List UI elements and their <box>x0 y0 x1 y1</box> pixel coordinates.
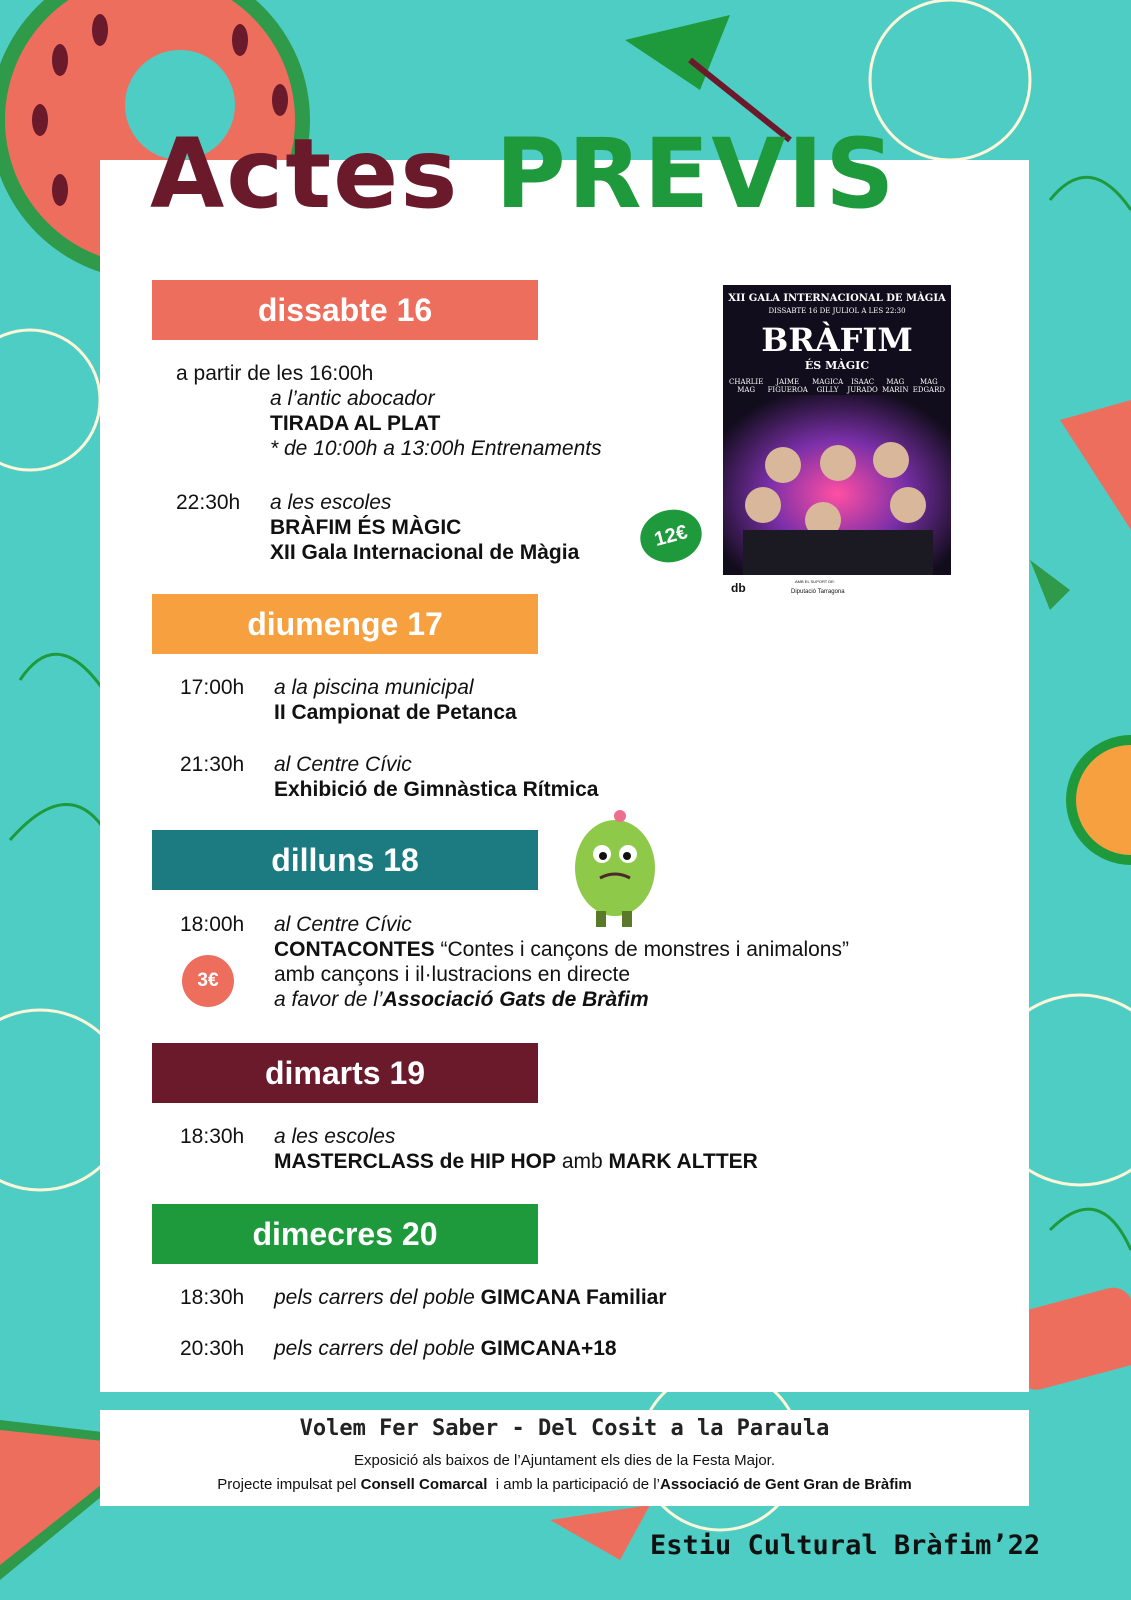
event-place: a les escoles <box>274 1125 396 1148</box>
event-name-connector: amb <box>555 1150 609 1173</box>
footer-line-1: Exposició als baixos de l’Ajuntament els dies de la Festa Major. <box>353 1452 776 1469</box>
day-band-diumenge <box>152 594 538 654</box>
poster-diputacio-logo: Diputació Tarragona <box>791 589 845 595</box>
price-badge-12: 12€ <box>634 503 707 569</box>
cocktail-umbrella-bottom-icon <box>550 1505 650 1560</box>
footer-line-2-pre: Projecte impulsat pel <box>217 1476 361 1493</box>
performer: JAIME FIGUEROA <box>767 378 808 394</box>
poster-performers <box>729 378 945 394</box>
day-band-dissabte <box>152 280 538 340</box>
event-tirada-al-plat <box>176 361 602 460</box>
performer: MAGICA GILLY <box>812 378 844 394</box>
event-place: pels carrers del poble <box>274 1286 475 1309</box>
event-place: a l’antic abocador <box>270 387 435 410</box>
poster-subtitle: ÉS MÀGIC <box>804 359 870 372</box>
day-label: dilluns 18 <box>271 841 419 878</box>
day-band-dilluns <box>152 830 538 890</box>
poster-heading: XII GALA INTERNACIONAL DE MÀGIA <box>728 293 946 304</box>
performer: CHARLIE MAG <box>729 378 764 394</box>
event-beneficiary: Associació Gats de Bràfim <box>382 988 649 1011</box>
event-time: 18:30h <box>180 1125 245 1148</box>
performer: MAG EDGARD <box>912 378 945 394</box>
brand-signature: Estiu Cultural Bràfim’22 <box>650 1530 1041 1561</box>
event-name: BRÀFIM ÉS MÀGIC <box>270 516 462 539</box>
footer-info-box <box>100 1410 1029 1506</box>
event-place: pels carrers del poble <box>274 1337 475 1360</box>
event-name: CONTACONTES <box>274 938 435 961</box>
day-label: dimarts 19 <box>264 1054 426 1091</box>
day-band-dimecres <box>152 1204 538 1264</box>
poster-db-logo: db <box>731 581 746 595</box>
event-place: a la piscina municipal <box>274 676 474 699</box>
poster-title: BRÀFIM <box>761 321 913 359</box>
event-detail: amb cançons i il·lustracions en directe <box>274 963 630 986</box>
event-time: 18:30h <box>180 1286 245 1309</box>
magic-gala-poster <box>723 285 951 607</box>
event-time: 21:30h <box>180 753 245 776</box>
footer-line-2-mid: i amb la participació de l’ <box>487 1476 660 1493</box>
event-time: 22:30h <box>176 491 241 514</box>
day-band-dimarts <box>152 1043 538 1103</box>
event-place: al Centre Cívic <box>274 753 412 776</box>
event-time: 17:00h <box>180 676 245 699</box>
day-label: dimecres 20 <box>252 1215 438 1252</box>
poster-date: DISSABTE 16 DE JULIOL A LES 22:30 <box>768 307 906 315</box>
title-previs: PREVIS <box>495 118 897 230</box>
day-label: dissabte 16 <box>257 291 433 328</box>
performer: ISAAC JURADO <box>847 378 878 394</box>
event-name: MASTERCLASS de HIP HOP <box>274 1150 556 1173</box>
footer-title: Volem Fer Saber - Del Cosit a la Paraula <box>299 1416 830 1441</box>
event-note: * de 10:00h a 13:00h Entrenaments <box>270 437 602 460</box>
performer: MAG MARIN <box>882 378 909 394</box>
event-name: GIMCANA+18 <box>480 1337 617 1360</box>
event-name: GIMCANA Familiar <box>480 1286 667 1309</box>
event-name: Exhibició de Gimnàstica Rítmica <box>274 778 599 801</box>
price-badge-3: 3€ <box>182 955 234 1007</box>
event-place: al Centre Cívic <box>274 913 412 936</box>
event-place: a les escoles <box>270 491 392 514</box>
poster-support-label: AMB EL SUPORT DE: <box>795 579 835 584</box>
day-label: diumenge 17 <box>247 605 443 642</box>
event-beneficiary-pre: a favor de l’ <box>274 988 383 1011</box>
event-artist: MARK ALTTER <box>608 1150 758 1173</box>
event-name: II Campionat de Petanca <box>274 701 517 724</box>
orange-slice-icon <box>1066 735 1131 865</box>
footer-associacio: Associació de Gent Gran de Bràfim <box>659 1476 912 1493</box>
event-subtitle: “Contes i cançons de monstres i animalons” <box>440 938 849 961</box>
event-time: 18:00h <box>180 913 245 936</box>
event-name: TIRADA AL PLAT <box>270 412 441 435</box>
event-time: 20:30h <box>180 1337 245 1360</box>
event-time: a partir de les 16:00h <box>176 362 374 385</box>
event-subname: XII Gala Internacional de Màgia <box>270 541 580 564</box>
page-title <box>150 118 896 230</box>
title-actes: Actes <box>150 118 460 230</box>
footer-consell: Consell Comarcal <box>360 1476 488 1493</box>
